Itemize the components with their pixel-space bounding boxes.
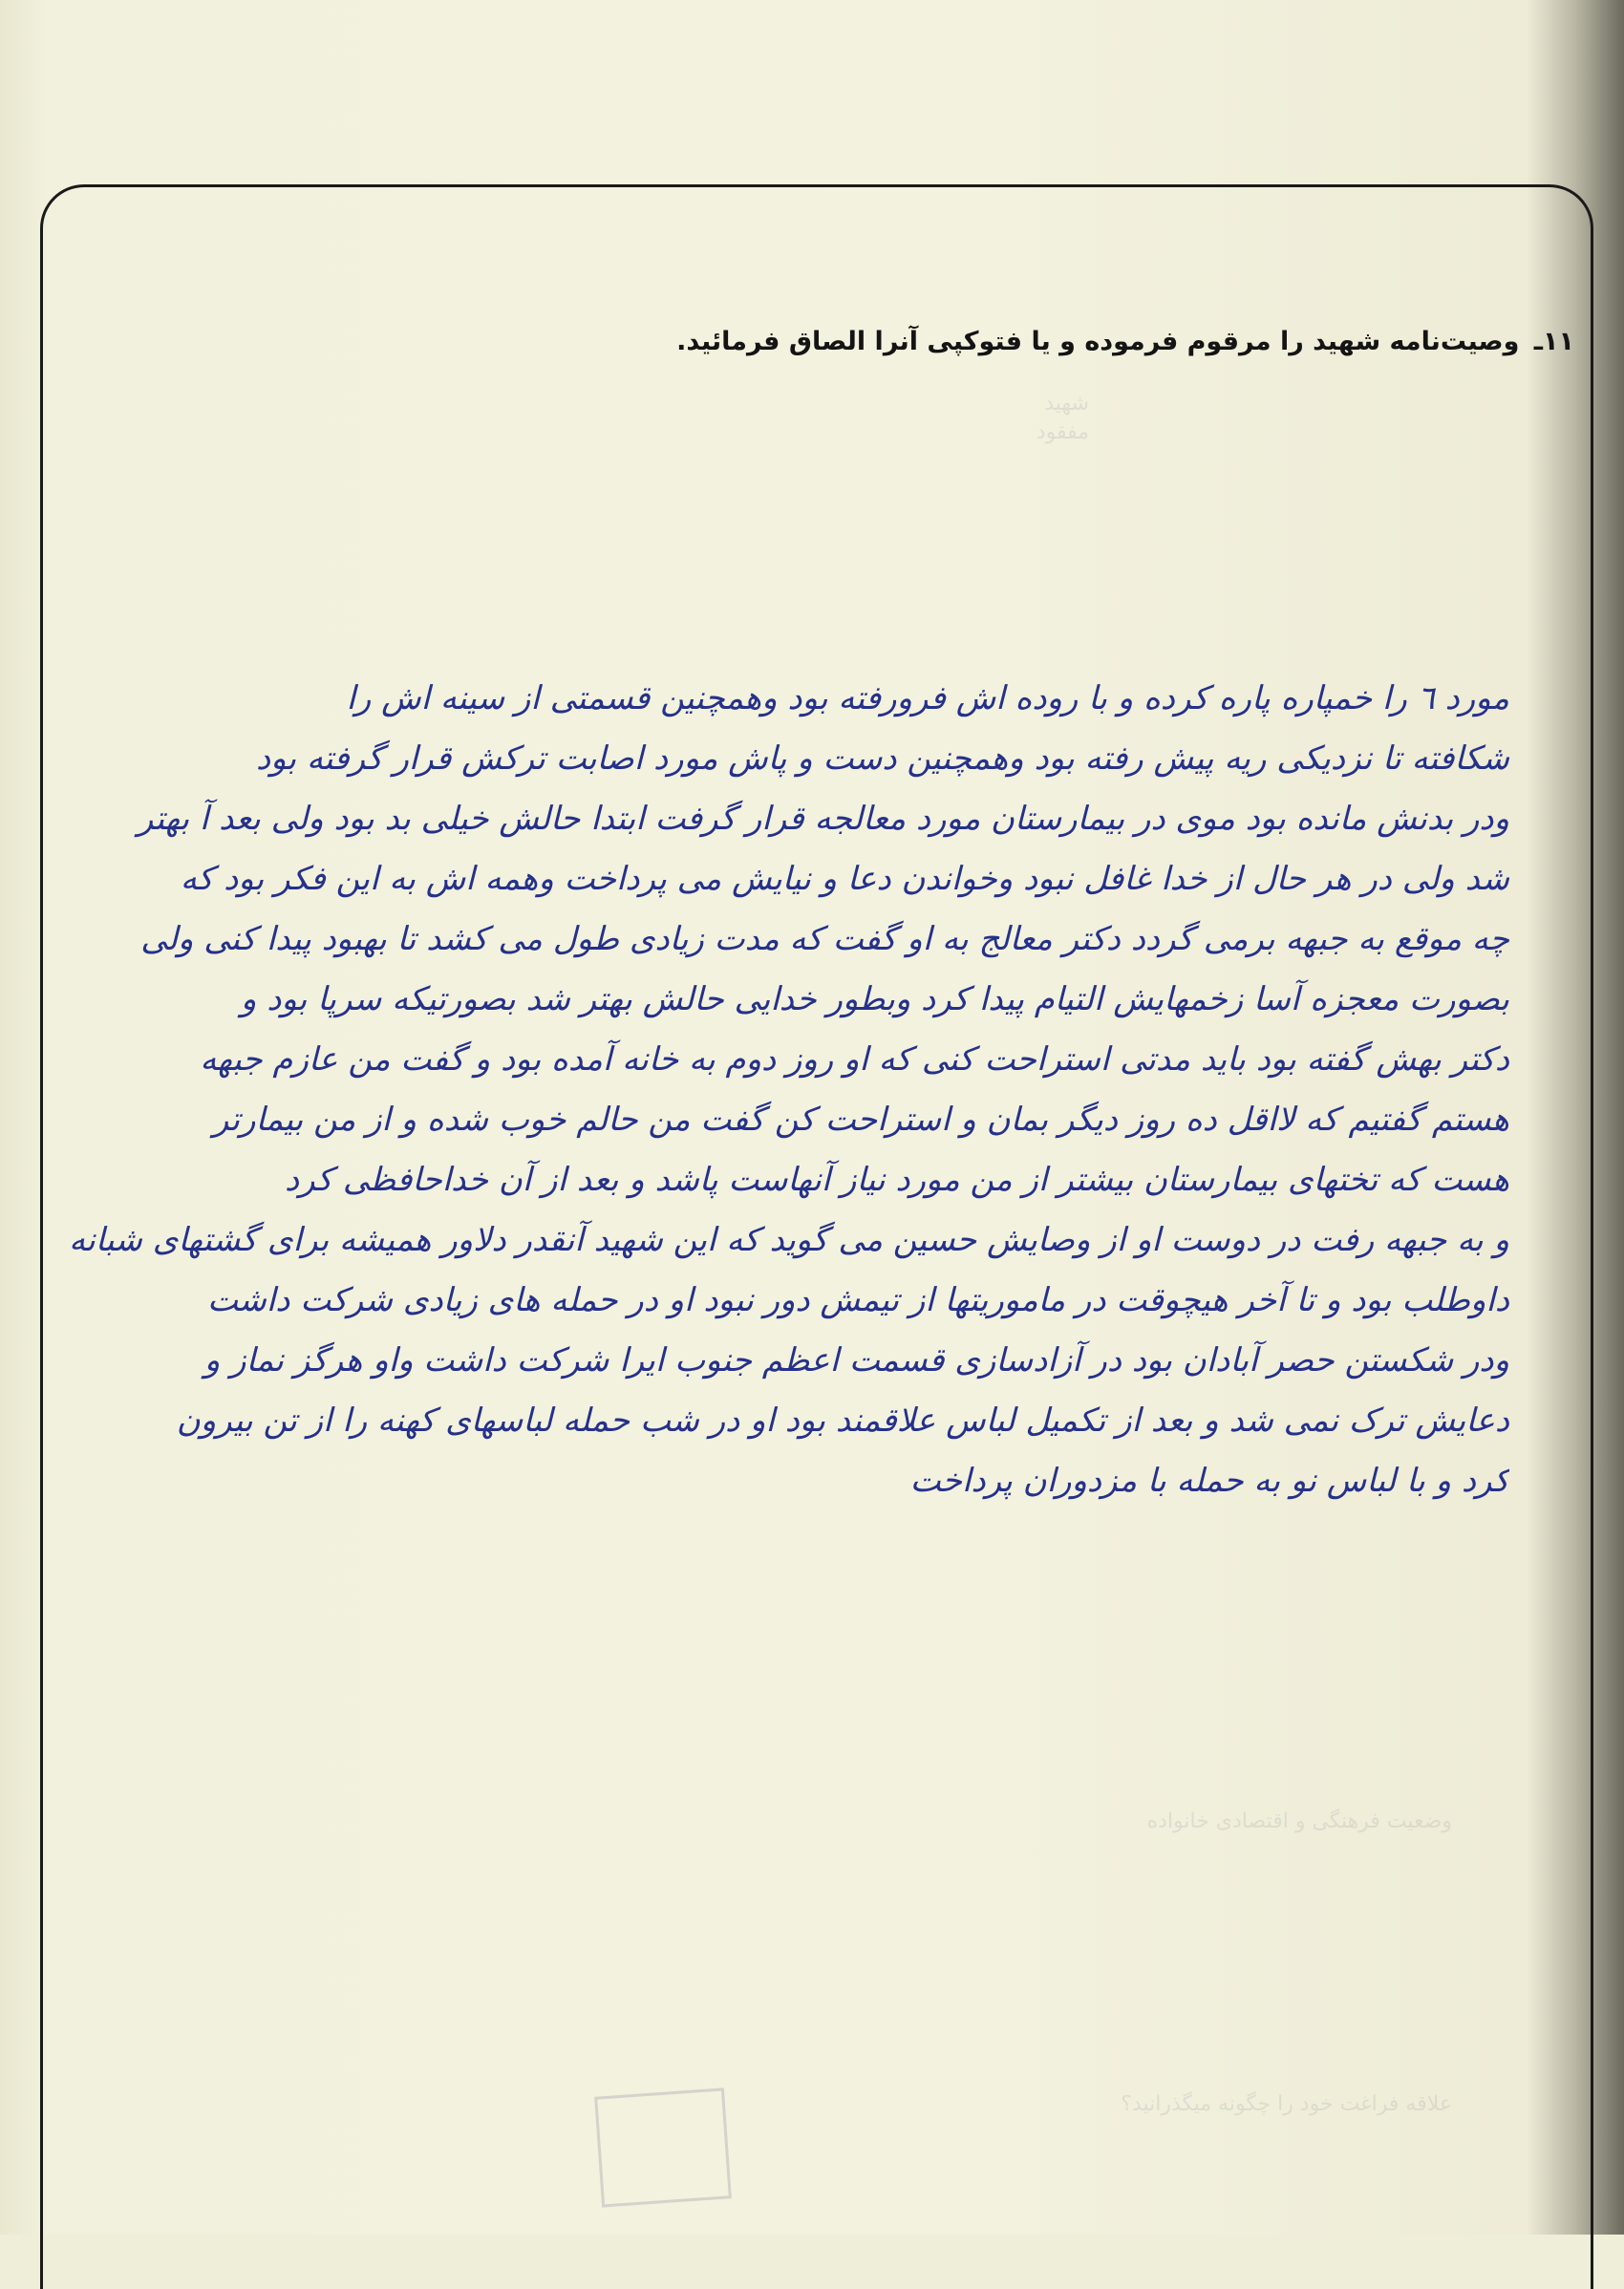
handwritten-line: بصورت معجزه آسا زخمهایش التیام پیدا کرد وبطور خدایی حالش بهتر شد بصورتیکه سرپا بود و — [240, 980, 1509, 1018]
handwritten-line: شد ولی در هر حال از خدا غافل نبود وخواندن دعا و نیایش می پرداخت وهمه اش به این فکر بود که — [180, 860, 1509, 898]
handwritten-line: شکافته تا نزدیکی ریه پیش رفته بود وهمچنین دست و پاش مورد اصابت ترکش قرار گرفته بود — [255, 739, 1509, 778]
handwritten-line: هستم گفتیم که لااقل ده روز دیگر بمان و استراحت کن گفت من حالم خوب شده و از من بیمارتر — [212, 1101, 1509, 1139]
handwritten-line: ودر شکستن حصر آبادان بود در آزادسازی قسمت اعظم جنوب ایرا شرکت داشت واو هرگز نماز و — [203, 1341, 1509, 1380]
faint-stamp — [594, 2087, 732, 2207]
handwritten-line: و به جبهه رفت در دوست او از وصایش حسین می گوید که این شهید آنقدر دلاور همیشه برای گشتهای شبانه — [69, 1221, 1509, 1259]
bleed-through-text: علاقه فراغت خود را چگونه میگذرانید؟ — [1121, 2092, 1452, 2116]
handwritten-line: هست که تختهای بیمارستان بیشتر از من مورد نیاز آنهاست پاشد و بعد از آن خداحافظی کرد — [284, 1161, 1509, 1199]
question-number: ۱۱ـ — [1533, 327, 1574, 356]
handwritten-line: مورد ٦ را خمپاره پاره کرده و با روده اش فرورفته بود وهمچنین قسمتی از سینه اش را — [346, 679, 1509, 717]
bleed-through-text: مفقود — [1036, 420, 1089, 444]
handwritten-line: چه موقع به جبهه برمی گردد دکتر معالج به او گفت که مدت زیادی طول می کشد تا بهبود پیدا کنی ولی — [140, 920, 1509, 958]
question-text: وصیت‌نامه شهید را مرقوم فرموده و یا فتوکپی آنرا الصاق فرمائید. — [676, 327, 1520, 356]
handwritten-line: داوطلب بود و تا آخر هیچوقت در ماموریتها از تیمش دور نبود او در حمله های زیادی شرکت داشت — [206, 1281, 1509, 1319]
handwritten-line: دکتر بهش گفته بود باید مدتی استراحت کنی که او روز دوم به خانه آمده بود و گفت من عازم جبهه — [200, 1040, 1509, 1079]
question-heading — [524, 327, 1574, 356]
handwritten-line: دعایش ترک نمی شد و بعد از تکمیل لباس علاقمند بود او در شب حمله لباسهای کهنه را از تن بیرون — [176, 1401, 1509, 1440]
bleed-through-text: شهید — [1044, 392, 1089, 416]
handwritten-line: کرد و با لباس نو به حمله با مزدوران پرداخت — [909, 1462, 1509, 1500]
handwritten-testament — [67, 669, 1509, 1511]
bleed-through-text: وضعیت فرهنگی و اقتصادی خانواده — [1146, 1809, 1452, 1833]
handwritten-line: ودر بدنش مانده بود موی در بیمارستان مورد معالجه قرار گرفت ابتدا حالش خیلی بد بود ولی بعد آ بهتر — [137, 800, 1509, 838]
